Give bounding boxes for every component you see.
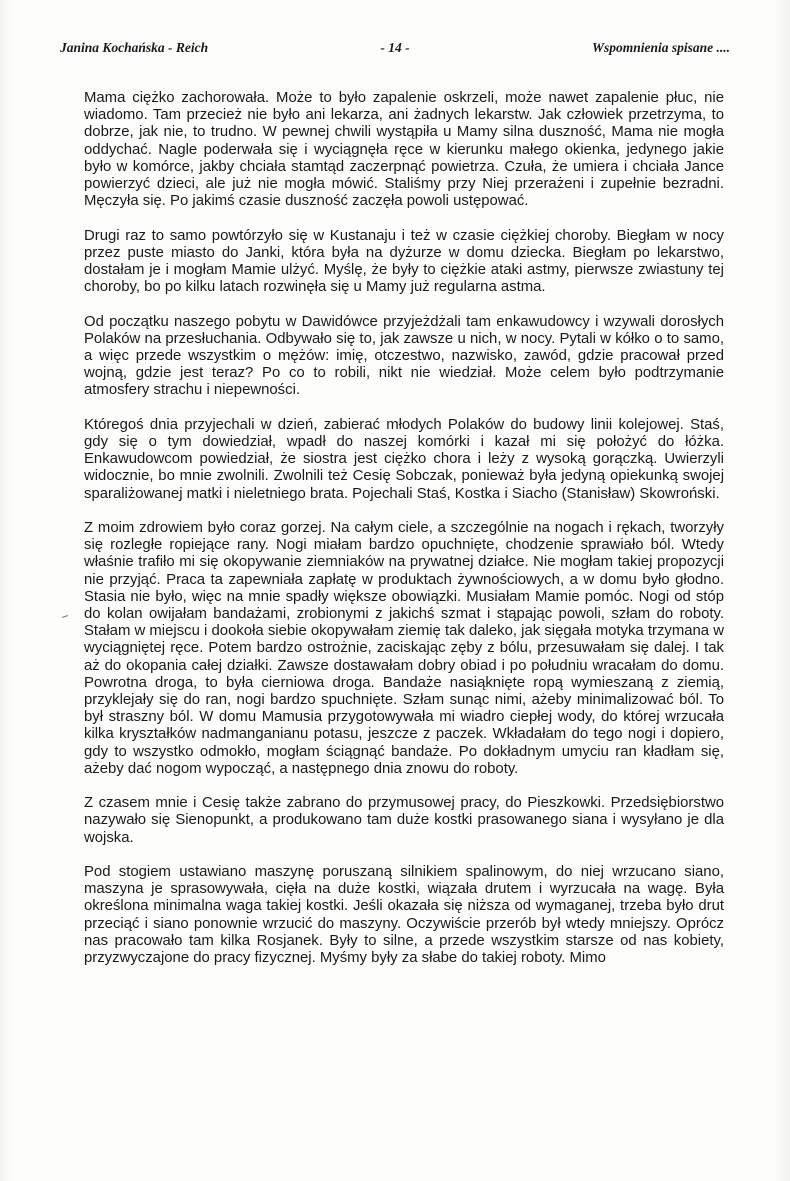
paragraph: Od początku naszego pobytu w Dawidówce przyjeżdżali tam enkawudowcy i wzywali dorosłych Polaków na przesłuchania. Odbywało się to, jak zawsze u nich, w nocy. Pytali w kółko o to samo, a więc przede wszystkim o mężów: imię, otczestwo, nazwisko, zawód, gdzie pracował przed wojną, gdzie jest teraz? Po co to robili, nikt nie wiedział. Może celem było podtrzymanie atmosfery strachu i niepewności. [84,313,724,399]
page-header [60,40,730,64]
paragraph: Mama ciężko zachorowała. Może to było zapalenie oskrzeli, może nawet zapalenie płuc, nie wiadomo. Tam przecież nie było ani lekarza, ani żadnych lekarstw. Jak człowiek przetrzyma, to dobrze, jak nie, to trudno. W pewnej chwili wystąpiła u Mamy silna duszność, Mama nie mogła oddychać. Nagle poderwała się i wyciągnęła ręce w kierunku małego okienka, jedynego jakie było w komórce, jakby chciała stamtąd zaczerpnąć powietrza. Czuła, że umiera i chciała Jance powierzyć dzieci, ale już nie mogła mówić. Staliśmy przy Niej przerażeni i zupełnie bezradni. Męczyła się. Po jakimś czasie duszność zaczęła powoli ustępować. [84,90,724,210]
margin-mark [62,615,68,618]
header-title: Wspomnienia spisane .... [591,40,730,55]
header-page-number: - 14 - [380,40,410,55]
paragraph: Pod stogiem ustawiano maszynę poruszaną silnikiem spalinowym, do niej wrzucano siano, maszyna je sprasowywała, cięła na duże kostki, wiązała drutem i wyrzucała na wagę. Była określona minimalna waga takiej kostki. Jeśli okazała się niższa od wymaganej, trzeba było drut przeciąć i siano ponownie wrzucić do maszyny. Oczywiście przerób był wtedy mniejszy. Oprócz nas pracowało tam kilka Rosjanek. Były to silne, a przede wszystkim starsze od nas kobiety, przyzwyczajone do pracy fizycznej. Myśmy były za słabe do takiej roboty. Mimo [84,864,724,967]
paragraph: Któregoś dnia przyjechali w dzień, zabierać młodych Polaków do budowy linii kolejowej. Staś, gdy się o tym dowiedział, wpadł do naszej komórki i kazał mi się położyć do łóżka. Enkawudowcom powiedział, że siostra jest ciężko chora i leży z wysoką gorączką. Uwierzyli widocznie, bo mnie zwolnili. Zwolnili też Cesię Sobczak, ponieważ była jedyną opiekunką swojej sparaliżowanej matki i nieletniego brata. Pojechali Staś, Kostka i Siacho (Stanisław) Skowroński. [84,416,724,502]
paragraph: Z moim zdrowiem było coraz gorzej. Na całym ciele, a szczególnie na nogach i rękach, tworzyły się rozległe ropiejące rany. Nogi miałam bardzo opuchnięte, chodzenie sprawiało ból. Wtedy właśnie trafiło mi się okopywanie ziemniaków na prywatnej działce. Nie mogłam takiej propozycji nie przyjąć. Praca ta zapewniała zapłatę w produktach żywnościowych, a w domu było głodno. Stasia nie było, więc na mnie spadły większe obowiązki. Musiałam Mamie pomóc. Nogi od stóp do kolan owijałam bandażami, zrobionymi z jakichś szmat i stąpając powoli, szłam do roboty. Stałam w miejscu i dookoła siebie okopywałam ziemię tak daleko, jak sięgała motyka trzymana w wyciągniętej ręce. Potem bardzo ostrożnie, zaciskając zęby z bólu, przesuwałam się dalej. I tak aż do okopania całej działki. Zawsze dostawałam dobry obiad i po południu wracałam do domu. Powrotna droga, to była cierniowa droga. Bandaże nasiąknięte ropą wymieszaną z ziemią, przyklejały się do ran, nogi bardzo spuchnięte. Szłam sunąc nimi, ażeby minimalizować ból. To był straszny ból. W domu Mamusia przygotowywała mi wiadro ciepłej wody, do której wrzucała kilka kryształków nadmanganianu potasu, jeszcze z paczek. Wkładałam do tego nogi i dopiero, gdy to wszystko odmokło, mogłam ściągnąć bandaże. Po dokładnym umyciu ran kładłam się, ażeby dać nogom wypocząć, a następnego dnia znowu do roboty. [84,520,724,777]
paragraph: Z czasem mnie i Cesię także zabrano do przymusowej pracy, do Pieszkowki. Przedsiębiorstwo nazywało się Sienopunkt, a produkowano tam duże kostki prasowanego siana i wysyłano je dla wojska. [84,795,724,846]
header-author: Janina Kochańska - Reich [60,40,209,55]
body-text [84,90,724,967]
paragraph: Drugi raz to samo powtórzyło się w Kustanaju i też w czasie ciężkiej choroby. Biegłam w nocy przez puste miasto do Janki, która była na dyżurze w domu dziecka. Biegłam po lekarstwo, dostałam je i mogłam Mamie ulżyć. Myślę, że były to ciężkie ataki astmy, pierwsze zwiastuny tej choroby, bo po kilku latach rozwinęła się u Mamy już regularna astma. [84,227,724,296]
